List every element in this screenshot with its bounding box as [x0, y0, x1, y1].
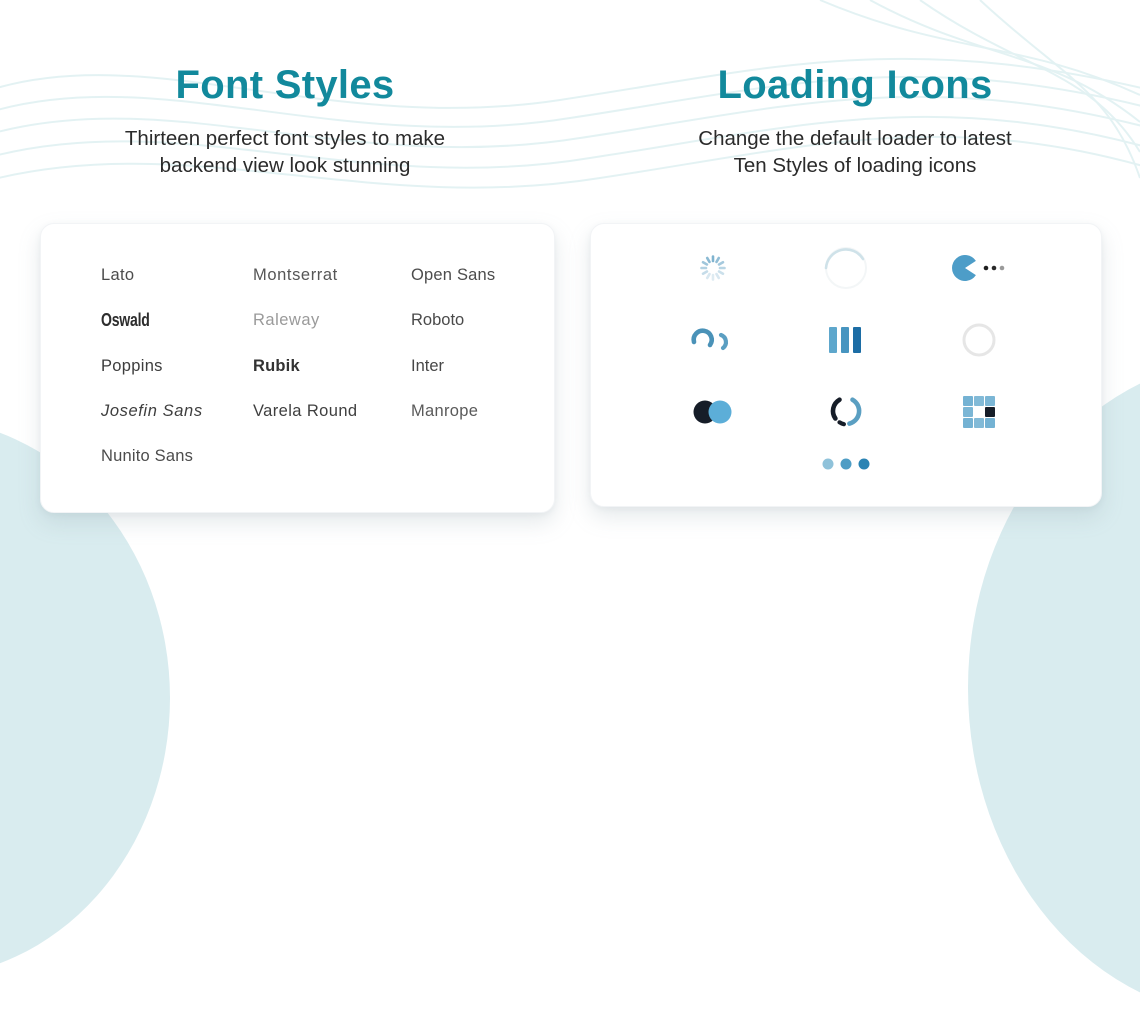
- loading-icons-card: [590, 223, 1102, 507]
- loading-icons-subtitle: [570, 125, 1140, 179]
- loading-icons-title: Loading Icons: [717, 63, 993, 107]
- font-styles-card: [40, 223, 555, 513]
- font-name-lato: Lato: [101, 266, 135, 284]
- font-name-roboto: Roboto: [411, 311, 465, 329]
- font-name-varela-round: Varela Round: [253, 402, 358, 420]
- loader-pacman: [913, 232, 1046, 304]
- font-styles-subtitle-line2: backend view look stunning: [159, 154, 411, 177]
- loader-circle-outline: [913, 304, 1046, 376]
- font-styles-subtitle-line1: Thirteen perfect font styles to make: [124, 127, 446, 150]
- font-name-rubik: Rubik: [253, 357, 300, 375]
- vertical-bars-icon: [829, 325, 863, 355]
- loading-icons-section: [570, 0, 1140, 179]
- font-name-poppins: Poppins: [101, 357, 163, 375]
- pacman-icon: [951, 253, 1007, 283]
- font-styles-subtitle: [0, 125, 570, 179]
- loader-bracket-arcs: [779, 376, 912, 448]
- loader-overlapping-circles: [646, 376, 779, 448]
- loading-icons-subtitle-line2: Ten Styles of loading icons: [733, 154, 977, 177]
- font-styles-title: Font Styles: [175, 63, 395, 107]
- font-name-open-sans: Open Sans: [411, 266, 496, 284]
- dash-spinner-icon: [699, 254, 727, 282]
- loader-grid: [591, 224, 1101, 448]
- font-styles-section: [0, 0, 570, 179]
- font-name-josefin-sans: Josefin Sans: [101, 402, 203, 420]
- loader-double-arc: [646, 304, 779, 376]
- loader-square-grid: [913, 376, 1046, 448]
- font-name-nunito-sans: Nunito Sans: [101, 447, 194, 465]
- loader-arc-ring: [779, 232, 912, 304]
- overlapping-circles-icon: [693, 399, 733, 425]
- bracket-arcs-icon: [827, 394, 865, 430]
- circle-outline-icon: [961, 322, 997, 358]
- font-name-oswald-text: Oswald: [101, 309, 150, 330]
- loader-dash-spinner: [646, 232, 779, 304]
- arc-ring-icon: [823, 245, 869, 291]
- loader-vertical-bars: [779, 304, 912, 376]
- loading-icons-subtitle-line1: Change the default loader to latest: [698, 127, 1012, 150]
- font-name-manrope: Manrope: [411, 402, 479, 420]
- square-grid-icon: [962, 395, 996, 429]
- double-arc-icon: [690, 325, 736, 355]
- loader-three-dots: [591, 456, 1101, 472]
- font-name-inter: Inter: [411, 357, 445, 375]
- three-dots-icon: [815, 456, 877, 472]
- font-list: [41, 224, 554, 468]
- font-name-oswald: [101, 308, 253, 333]
- font-name-raleway: Raleway: [253, 311, 320, 329]
- font-name-montserrat: Montserrat: [253, 266, 338, 284]
